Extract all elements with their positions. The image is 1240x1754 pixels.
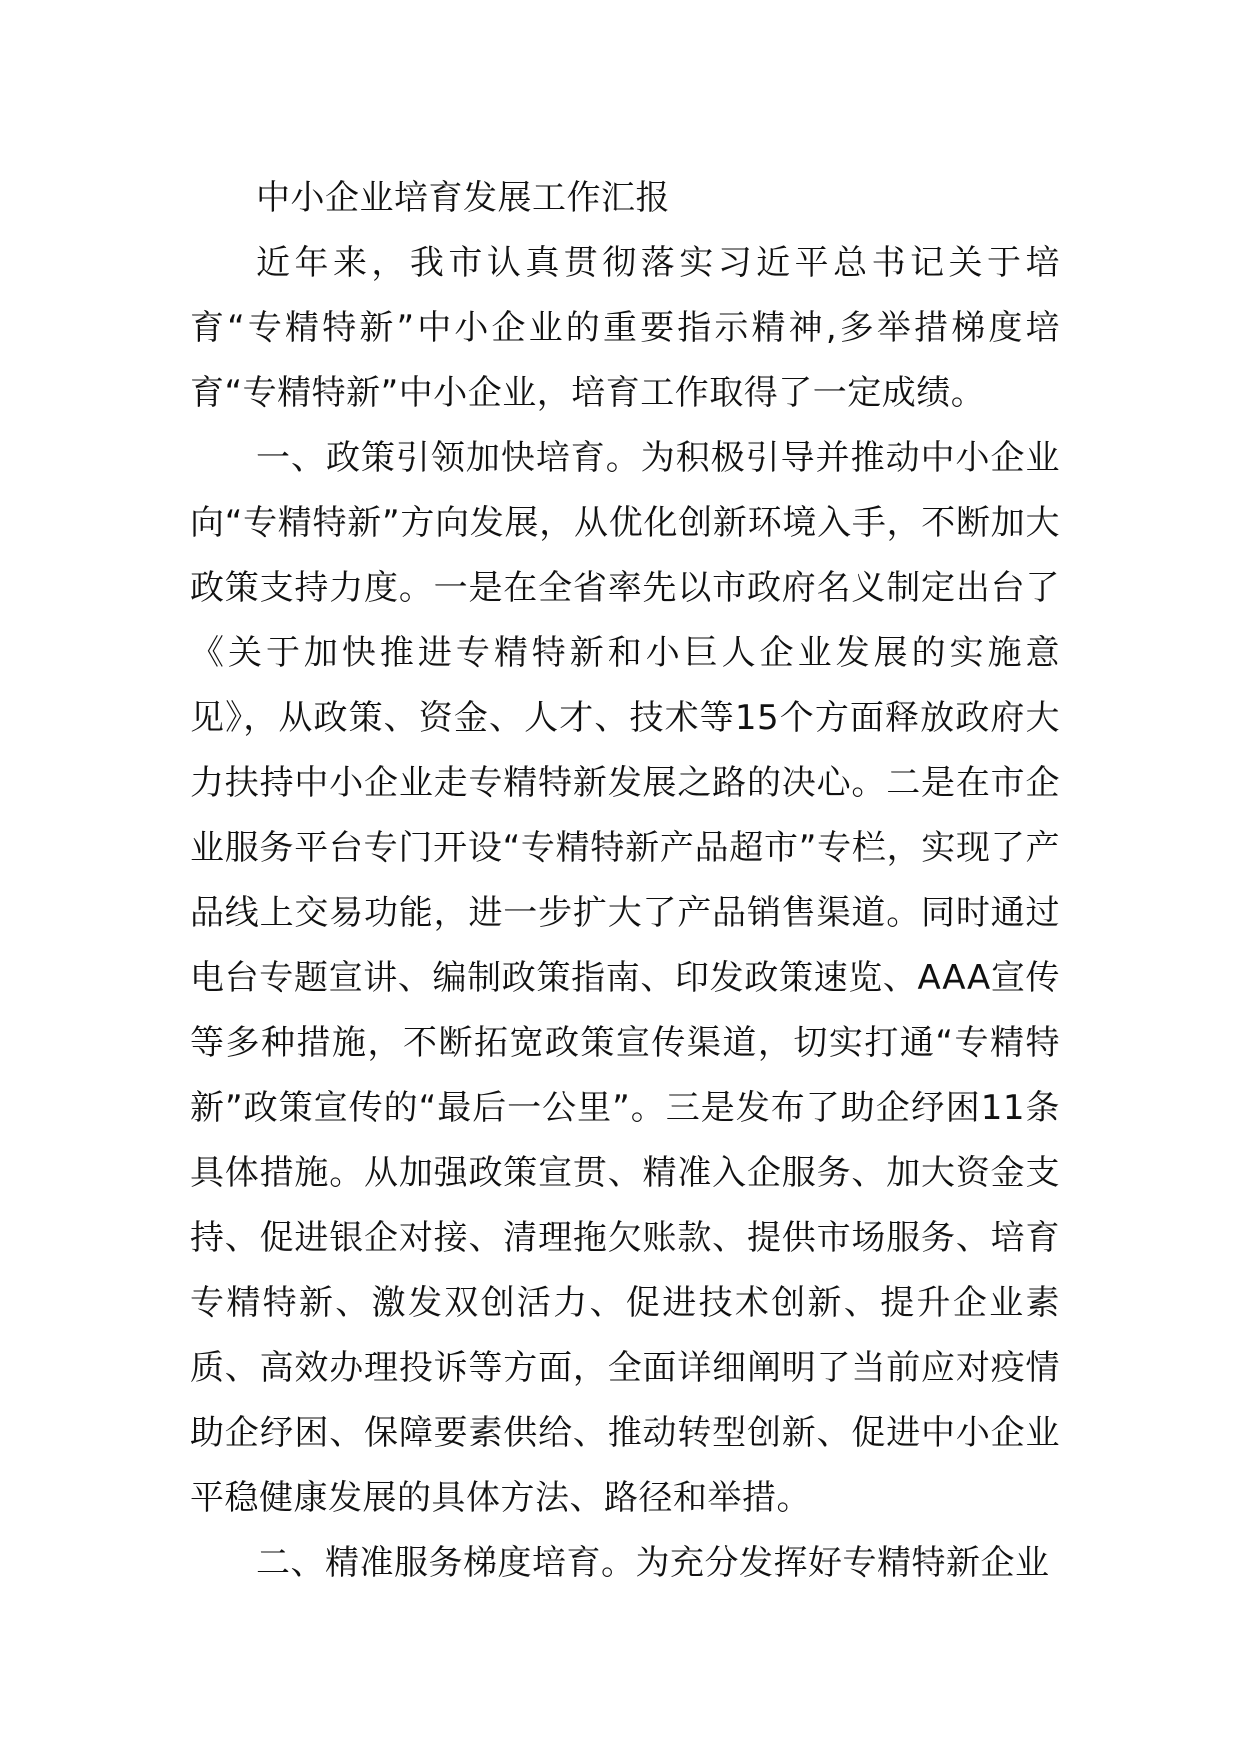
paragraph-section-one: 一、政策引领加快培育。为积极引导并推动中小企业向“专精特新”方向发展，从优化创新环境入手，不断加大政策支持力度。一是在全省率先以市政府名义制定出台了《关于加快推进专精特新和小巨人企业发展的实施意见》，从政策、资金、人才、技术等15个方面释放政府大力扶持中小企业走专精特新发展之路的决心。二是在市企业服务平台专门开设“专精特新产品超市”专栏，实现了产品线上交易功能，进一步扩大了产品销售渠道。同时通过电台专题宣讲、编制政策指南、印发政策速览、AAA宣传等多种措施，不断拓宽政策宣传渠道，切实打通“专精特新”政策宣传的“最后一公里”。三是发布了助企纾困11条具体措施。从加强政策宣贯、精准入企服务、加大资金支持、促进银企对接、清理拖欠账款、提供市场服务、培育专精特新、激发双创活力、促进技术创新、提升企业素质、高效办理投诉等方面，全面详细阐明了当前应对疫情助企纾困、保障要素供给、推动转型创新、促进中小企业平稳健康发展的具体方法、路径和举措。 (190, 438, 1060, 1518)
paragraph-intro: 近年来，我市认真贯彻落实习近平总书记关于培育“专精特新”中小企业的重要指示精神,多举措梯度培育“专精特新”中小企业，培育工作取得了一定成绩。 (190, 243, 1060, 413)
document-title: 中小企业培育发展工作汇报 (256, 178, 670, 218)
document-page (190, 166, 1060, 1596)
paragraph-section-two: 二、精准服务梯度培育。为充分发挥好专精特新企业 (256, 1543, 1050, 1583)
